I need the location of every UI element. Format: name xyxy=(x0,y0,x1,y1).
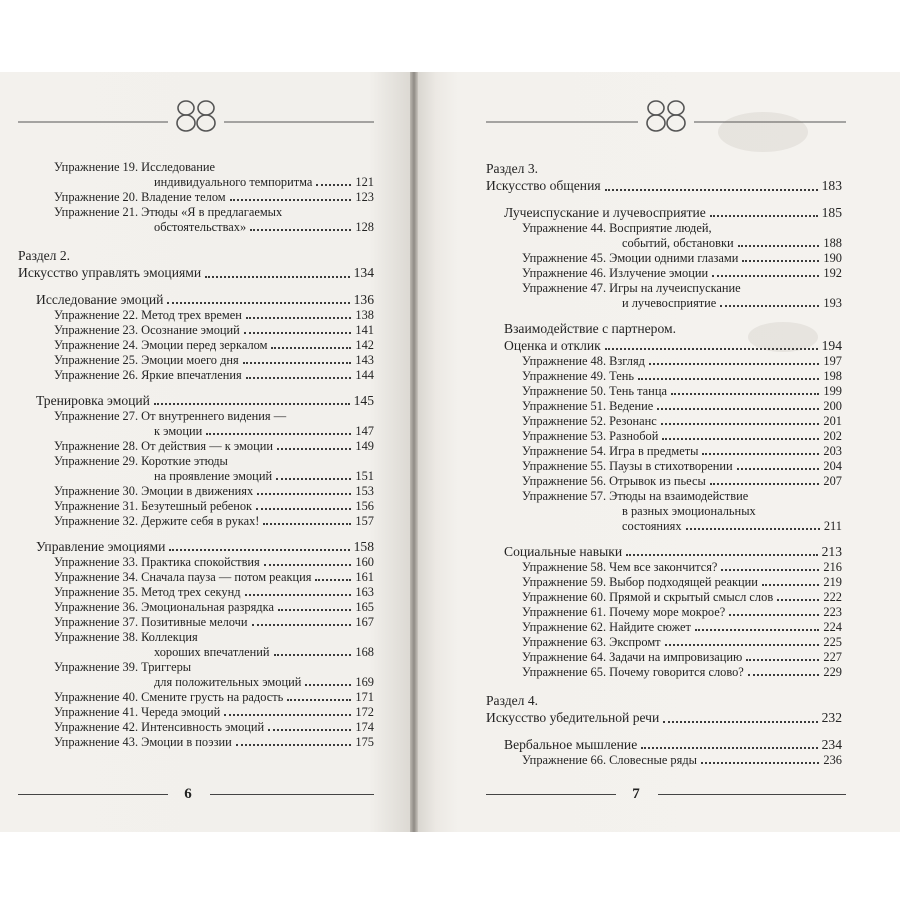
entry-page-number: 197 xyxy=(823,354,842,368)
entry-title: Упражнение 20. Владение телом xyxy=(54,190,226,204)
entry-page-number: 123 xyxy=(355,190,374,204)
subsection-entry xyxy=(18,538,374,555)
entry-title: Упражнение 54. Игра в предметы xyxy=(522,444,699,458)
dot-leader xyxy=(243,362,352,364)
subsection-entry xyxy=(18,291,374,308)
entry-title: Упражнение 60. Прямой и скрытый смысл слов xyxy=(522,590,774,604)
entry-title: Искусство управлять эмоциями xyxy=(18,265,202,280)
entry-title: Упражнение 42. Интенсивность эмоций xyxy=(54,720,265,734)
exercise-entry-continuation xyxy=(18,424,374,439)
entry-title: Искусство убедительной речи xyxy=(486,710,660,725)
exercise-entry xyxy=(18,484,374,499)
entry-title: и лучевосприятие xyxy=(622,296,717,310)
dot-leader xyxy=(236,744,352,746)
entry-page-number: 232 xyxy=(821,710,842,725)
dot-leader xyxy=(641,747,817,749)
entry-title: Упражнение 19. Исследование xyxy=(54,160,216,174)
entry-title: Упражнение 58. Чем все закончится? xyxy=(522,560,718,574)
entry-title: Упражнение 66. Словесные ряды xyxy=(522,753,697,767)
entry-title: Упражнение 37. Позитивные мелочи xyxy=(54,615,248,629)
exercise-entry xyxy=(486,560,842,575)
dot-leader xyxy=(274,654,352,656)
exercise-entry xyxy=(18,353,374,368)
entry-page-number: 192 xyxy=(823,266,842,280)
exercise-entry xyxy=(18,660,374,675)
entry-page-number: 193 xyxy=(823,296,842,310)
dot-leader xyxy=(720,305,819,307)
entry-title: Упражнение 32. Держите себя в руках! xyxy=(54,514,260,528)
entry-page-number: 165 xyxy=(355,600,374,614)
exercise-entry xyxy=(486,590,842,605)
dot-leader xyxy=(246,317,352,319)
dot-leader xyxy=(662,438,819,440)
subsection-entry xyxy=(486,736,842,753)
dot-leader xyxy=(729,614,819,616)
entry-page-number: 167 xyxy=(355,615,374,629)
entry-page-number: 229 xyxy=(823,665,842,679)
entry-title: Упражнение 26. Яркие впечатления xyxy=(54,368,242,382)
entry-page-number: 168 xyxy=(355,645,374,659)
dot-leader xyxy=(712,275,819,277)
entry-page-number: 236 xyxy=(823,753,842,767)
entry-page-number: 136 xyxy=(353,292,374,307)
entry-page-number: 142 xyxy=(355,338,374,352)
entry-title: Раздел 4. xyxy=(486,693,539,708)
section-title-entry xyxy=(486,177,842,195)
page-footer xyxy=(18,784,374,804)
entry-page-number: 172 xyxy=(355,705,374,719)
entry-page-number: 153 xyxy=(355,484,374,498)
entry-title: хороших впечатлений xyxy=(154,645,270,659)
entry-title: индивидуального темпоритма xyxy=(154,175,313,189)
section-label xyxy=(18,247,374,264)
exercise-entry xyxy=(18,499,374,514)
exercise-entry-continuation xyxy=(18,675,374,690)
entry-title: Раздел 2. xyxy=(18,248,71,263)
exercise-entry xyxy=(18,190,374,205)
dot-leader xyxy=(777,599,819,601)
dot-leader xyxy=(316,184,351,186)
entry-title: Упражнение 29. Короткие этюды xyxy=(54,454,228,468)
entry-page-number: 222 xyxy=(823,590,842,604)
entry-title: Упражнение 30. Эмоции в движениях xyxy=(54,484,254,498)
entry-page-number: 219 xyxy=(823,575,842,589)
dot-leader xyxy=(244,332,352,334)
entry-title: Раздел 3. xyxy=(486,161,539,176)
entry-title: событий, обстановки xyxy=(622,236,734,250)
exercise-entry xyxy=(486,459,842,474)
entry-page-number: 225 xyxy=(823,635,842,649)
entry-page-number: 185 xyxy=(821,205,842,220)
dot-leader xyxy=(276,478,351,480)
exercise-entry xyxy=(18,600,374,615)
subsection-entry xyxy=(18,392,374,409)
entry-page-number: 141 xyxy=(355,323,374,337)
entry-title: Оценка и отклик xyxy=(504,338,601,353)
entry-page-number: 160 xyxy=(355,555,374,569)
entry-page-number: 216 xyxy=(823,560,842,574)
exercise-entry xyxy=(486,281,842,296)
exercise-entry xyxy=(18,585,374,600)
exercise-entry xyxy=(486,429,842,444)
dot-leader xyxy=(702,453,819,455)
entry-title: Исследование эмоций xyxy=(36,292,164,307)
entry-page-number: 204 xyxy=(823,459,842,473)
entry-title: Упражнение 56. Отрывок из пьесы xyxy=(522,474,706,488)
exercise-entry xyxy=(486,251,842,266)
exercise-entry xyxy=(486,665,842,680)
dot-leader xyxy=(661,423,820,425)
entry-title: Упражнение 34. Сначала пауза — потом реакция xyxy=(54,570,312,584)
dot-leader xyxy=(271,347,351,349)
entry-page-number: 145 xyxy=(353,393,374,408)
entry-page-number: 157 xyxy=(355,514,374,528)
entry-title: Вербальное мышление xyxy=(504,737,638,752)
entry-title: Упражнение 36. Эмоциональная разрядка xyxy=(54,600,274,614)
entry-title: Искусство общения xyxy=(486,178,601,193)
dot-leader xyxy=(657,408,819,410)
dot-leader xyxy=(686,528,820,530)
entry-page-number: 211 xyxy=(823,519,842,533)
exercise-entry xyxy=(486,221,842,236)
dot-leader xyxy=(205,276,350,278)
entry-title: Упражнение 45. Эмоции одними глазами xyxy=(522,251,739,265)
entry-title: Упражнение 55. Паузы в стихотворении xyxy=(522,459,733,473)
exercise-entry xyxy=(486,444,842,459)
dot-leader xyxy=(638,378,819,380)
exercise-entry xyxy=(486,369,842,384)
entry-title: к эмоции xyxy=(154,424,203,438)
entry-title: Упражнение 35. Метод трех секунд xyxy=(54,585,241,599)
entry-title: Упражнение 27. От внутреннего видения — xyxy=(54,409,287,423)
entry-title: Упражнение 44. Восприятие людей, xyxy=(522,221,712,235)
exercise-entry xyxy=(486,650,842,665)
header-ornament xyxy=(18,94,374,134)
exercise-entry xyxy=(18,720,374,735)
entry-title: Упражнение 64. Задачи на импровизацию xyxy=(522,650,743,664)
entry-title: Упражнение 24. Эмоции перед зеркалом xyxy=(54,338,268,352)
exercise-entry xyxy=(18,368,374,383)
dot-leader xyxy=(268,729,351,731)
dot-leader xyxy=(695,629,819,631)
entry-title: Взаимодействие с партнером. xyxy=(504,321,677,336)
dot-leader xyxy=(671,393,819,395)
entry-title: Упражнение 41. Череда эмоций xyxy=(54,705,221,719)
dot-leader xyxy=(224,714,351,716)
dot-leader xyxy=(665,644,820,646)
exercise-entry xyxy=(18,454,374,469)
entry-page-number: 202 xyxy=(823,429,842,443)
page-footer xyxy=(486,784,846,804)
entry-title: Упражнение 51. Ведение xyxy=(522,399,654,413)
entry-title: Упражнение 39. Триггеры xyxy=(54,660,192,674)
exercise-entry-continuation xyxy=(486,296,842,311)
entry-page-number: 207 xyxy=(823,474,842,488)
entry-title: Управление эмоциями xyxy=(36,539,166,554)
exercise-entry xyxy=(486,384,842,399)
entry-title: Упражнение 40. Смените грусть на радость xyxy=(54,690,284,704)
exercise-entry xyxy=(486,575,842,590)
dot-leader xyxy=(710,215,818,217)
dot-leader xyxy=(701,762,819,764)
subsection-entry xyxy=(486,543,842,560)
dot-leader xyxy=(246,377,352,379)
entry-title: Упражнение 38. Коллекция xyxy=(54,630,198,644)
dot-leader xyxy=(287,699,351,701)
dot-leader xyxy=(626,554,817,556)
dot-leader xyxy=(250,229,351,231)
table-of-contents-right xyxy=(486,160,842,768)
exercise-entry xyxy=(486,414,842,429)
dot-leader xyxy=(169,549,349,551)
entry-page-number: 198 xyxy=(823,369,842,383)
entry-title: Упражнение 48. Взгляд xyxy=(522,354,645,368)
entry-page-number: 161 xyxy=(355,570,374,584)
dot-leader xyxy=(710,483,820,485)
dot-leader xyxy=(315,579,351,581)
entry-title: Социальные навыки xyxy=(504,544,623,559)
entry-title: Упражнение 52. Резонанс xyxy=(522,414,657,428)
dot-leader xyxy=(263,523,351,525)
page-number: 7 xyxy=(632,786,640,802)
entry-title: для положительных эмоций xyxy=(154,675,302,689)
entry-page-number: 128 xyxy=(355,220,374,234)
entry-title: Упражнение 43. Эмоции в поэзии xyxy=(54,735,232,749)
entry-page-number: 121 xyxy=(355,175,374,189)
exercise-entry xyxy=(18,570,374,585)
entry-title: Упражнение 57. Этюды на взаимодействие xyxy=(522,489,749,503)
exercise-entry xyxy=(486,753,842,768)
entry-page-number: 194 xyxy=(821,338,842,353)
entry-title: Упражнение 49. Тень xyxy=(522,369,635,383)
dot-leader xyxy=(737,468,820,470)
section-label xyxy=(486,692,842,709)
section-title-entry xyxy=(486,709,842,727)
entry-title: Упражнение 47. Игры на лучеиспускание xyxy=(522,281,741,295)
dot-leader xyxy=(264,564,352,566)
subsection-entry xyxy=(486,204,842,221)
entry-page-number: 203 xyxy=(823,444,842,458)
entry-title: Лучеиспускание и лучевосприятие xyxy=(504,205,706,220)
dot-leader xyxy=(721,569,819,571)
entry-title: Упражнение 28. От действия — к эмоции xyxy=(54,439,273,453)
dot-leader xyxy=(738,245,820,247)
dot-leader xyxy=(245,594,352,596)
entry-title: Упражнение 23. Осознание эмоций xyxy=(54,323,240,337)
entry-title: Упражнение 50. Тень танца xyxy=(522,384,667,398)
dot-leader xyxy=(649,363,819,365)
dot-leader xyxy=(663,721,817,723)
entry-page-number: 171 xyxy=(355,690,374,704)
exercise-entry xyxy=(18,160,374,175)
entry-page-number: 175 xyxy=(355,735,374,749)
entry-title: на проявление эмоций xyxy=(154,469,273,483)
right-page xyxy=(418,72,900,832)
section-label xyxy=(486,160,842,177)
entry-page-number: 144 xyxy=(355,368,374,382)
entry-title: Упражнение 59. Выбор подходящей реакции xyxy=(522,575,758,589)
exercise-entry-continuation xyxy=(18,220,374,235)
entry-title: Упражнение 63. Экспромт xyxy=(522,635,661,649)
entry-page-number: 149 xyxy=(355,439,374,453)
entry-title: Упражнение 31. Безутешный ребенок xyxy=(54,499,253,513)
entry-page-number: 224 xyxy=(823,620,842,634)
dot-leader xyxy=(256,508,351,510)
exercise-entry xyxy=(486,266,842,281)
entry-title: Упражнение 21. Этюды «Я в предлагаемых xyxy=(54,205,283,219)
exercise-entry xyxy=(18,615,374,630)
page-number: 6 xyxy=(184,786,192,802)
entry-title: Упражнение 65. Почему говорится слово? xyxy=(522,665,744,679)
entry-page-number: 234 xyxy=(821,737,842,752)
left-page xyxy=(0,72,410,832)
entry-page-number: 174 xyxy=(355,720,374,734)
exercise-entry-continuation xyxy=(486,519,842,534)
entry-title: состояниях xyxy=(622,519,682,533)
exercise-entry-continuation xyxy=(486,236,842,251)
dot-leader xyxy=(762,584,820,586)
dot-leader xyxy=(154,403,350,405)
book-spine-gutter xyxy=(410,72,418,832)
entry-page-number: 156 xyxy=(355,499,374,513)
entry-page-number: 163 xyxy=(355,585,374,599)
dot-leader xyxy=(746,659,819,661)
entry-page-number: 223 xyxy=(823,605,842,619)
entry-page-number: 151 xyxy=(355,469,374,483)
exercise-entry xyxy=(486,620,842,635)
entry-page-number: 199 xyxy=(823,384,842,398)
exercise-entry xyxy=(18,514,374,529)
dot-leader xyxy=(605,189,818,191)
dot-leader xyxy=(257,493,351,495)
exercise-entry xyxy=(18,735,374,750)
entry-title: Упражнение 25. Эмоции моего дня xyxy=(54,353,239,367)
dot-leader xyxy=(167,302,349,304)
exercise-entry xyxy=(18,439,374,454)
entry-page-number: 169 xyxy=(355,675,374,689)
entry-page-number: 183 xyxy=(821,178,842,193)
exercise-entry xyxy=(486,605,842,620)
exercise-entry xyxy=(486,474,842,489)
exercise-entry xyxy=(18,705,374,720)
exercise-entry xyxy=(18,409,374,424)
dot-leader xyxy=(206,433,351,435)
entry-page-number: 200 xyxy=(823,399,842,413)
exercise-entry xyxy=(18,308,374,323)
entry-page-number: 227 xyxy=(823,650,842,664)
entry-title: Упражнение 33. Практика спокойствия xyxy=(54,555,260,569)
dot-leader xyxy=(277,448,351,450)
entry-page-number: 190 xyxy=(823,251,842,265)
exercise-entry xyxy=(486,354,842,369)
entry-title: в разных эмоциональных xyxy=(622,504,756,518)
exercise-entry-continuation xyxy=(18,175,374,190)
entry-page-number: 213 xyxy=(821,544,842,559)
table-of-contents-left xyxy=(18,160,374,750)
entry-page-number: 134 xyxy=(353,265,374,280)
entry-title: Упражнение 22. Метод трех времен xyxy=(54,308,242,322)
entry-page-number: 188 xyxy=(823,236,842,250)
entry-title: Упражнение 61. Почему море мокрое? xyxy=(522,605,726,619)
entry-page-number: 201 xyxy=(823,414,842,428)
exercise-entry xyxy=(18,338,374,353)
entry-page-number: 147 xyxy=(355,424,374,438)
exercise-entry-continuation xyxy=(18,645,374,660)
dot-leader xyxy=(230,199,352,201)
entry-title: Упражнение 46. Излучение эмоции xyxy=(522,266,709,280)
exercise-entry xyxy=(18,690,374,705)
section-title-entry xyxy=(18,264,374,282)
entry-page-number: 138 xyxy=(355,308,374,322)
exercise-entry xyxy=(18,555,374,570)
exercise-entry-continuation xyxy=(486,504,842,519)
dot-leader xyxy=(748,674,820,676)
dot-leader xyxy=(252,624,352,626)
exercise-entry xyxy=(18,630,374,645)
exercise-entry xyxy=(18,323,374,338)
entry-title: Упражнение 62. Найдите сюжет xyxy=(522,620,691,634)
exercise-entry xyxy=(486,635,842,650)
exercise-entry-continuation xyxy=(18,469,374,484)
entry-title: Упражнение 53. Разнобой xyxy=(522,429,659,443)
entry-title: Тренировка эмоций xyxy=(36,393,150,408)
exercise-entry xyxy=(18,205,374,220)
dot-leader xyxy=(305,684,351,686)
entry-page-number: 143 xyxy=(355,353,374,367)
entry-title: обстоятельствах» xyxy=(154,220,247,234)
dot-leader xyxy=(278,609,351,611)
exercise-entry xyxy=(486,489,842,504)
entry-page-number: 158 xyxy=(353,539,374,554)
dot-leader xyxy=(742,260,819,262)
exercise-entry xyxy=(486,399,842,414)
